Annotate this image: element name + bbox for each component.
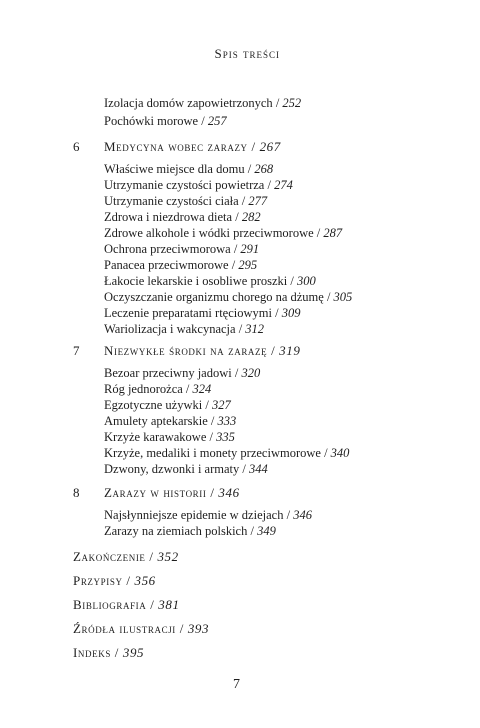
chapter-title: Medycyna wobec zarazy / 267	[104, 139, 281, 154]
back-matter-entry: Bibliografia / 381	[73, 597, 180, 612]
toc-entry: Utrzymanie czystości powietrza / 274	[104, 178, 293, 192]
chapter-title: Niezwykłe środki na zarazę / 319	[104, 343, 301, 358]
chapter-number: 6	[73, 139, 80, 154]
toc-entry: Wariolizacja i wakcynacja / 312	[104, 322, 265, 336]
chapter-title: Zarazy w historii / 346	[104, 485, 240, 500]
toc-entry: Zdrowa i niezdrowa dieta / 282	[104, 210, 261, 224]
toc-entry: Dzwony, dzwonki i armaty / 344	[104, 462, 268, 476]
toc-entry: Utrzymanie czystości ciała / 277	[104, 194, 268, 208]
toc-entry: Łakocie lekarskie i osobliwe proszki / 300	[104, 274, 316, 288]
back-matter-entry: Indeks / 395	[73, 645, 145, 660]
toc-entry: Oczyszczanie organizmu chorego na dżumę / 305	[104, 290, 353, 304]
toc-entry: Pochówki morowe / 257	[104, 114, 227, 128]
back-matter-entry: Źródła ilustracji / 393	[73, 621, 210, 636]
toc-entry: Egzotyczne używki / 327	[104, 398, 231, 412]
toc-entry: Ochrona przeciwmorowa / 291	[104, 242, 260, 256]
back-matter-entry: Zakończenie / 352	[73, 549, 179, 564]
toc-entry: Izolacja domów zapowietrzonych / 252	[104, 96, 302, 110]
toc-entry: Leczenie preparatami rtęciowymi / 309	[104, 306, 301, 320]
toc-entry: Krzyże, medaliki i monety przeciwmorowe / 340	[104, 446, 350, 460]
chapter-number: 8	[73, 485, 80, 500]
toc-entry: Zarazy na ziemiach polskich / 349	[104, 524, 276, 538]
toc-entry: Zdrowe alkohole i wódki przeciwmorowe / 287	[104, 226, 343, 240]
toc-entry: Najsłynniejsze epidemie w dziejach / 346	[104, 508, 312, 522]
page-number: 7	[233, 677, 240, 692]
back-matter-entry: Przypisy / 356	[73, 573, 156, 588]
running-head: Spis treści	[214, 46, 280, 61]
toc-entry: Panacea przeciwmorowe / 295	[104, 258, 258, 272]
toc-entry: Róg jednorożca / 324	[104, 382, 212, 396]
chapter-number: 7	[73, 343, 80, 358]
toc-entry: Właściwe miejsce dla domu / 268	[104, 162, 274, 176]
toc-entry: Krzyże karawakowe / 335	[104, 430, 235, 444]
toc-entry: Amulety aptekarskie / 333	[104, 414, 237, 428]
toc-entry: Bezoar przeciwny jadowi / 320	[104, 366, 261, 380]
